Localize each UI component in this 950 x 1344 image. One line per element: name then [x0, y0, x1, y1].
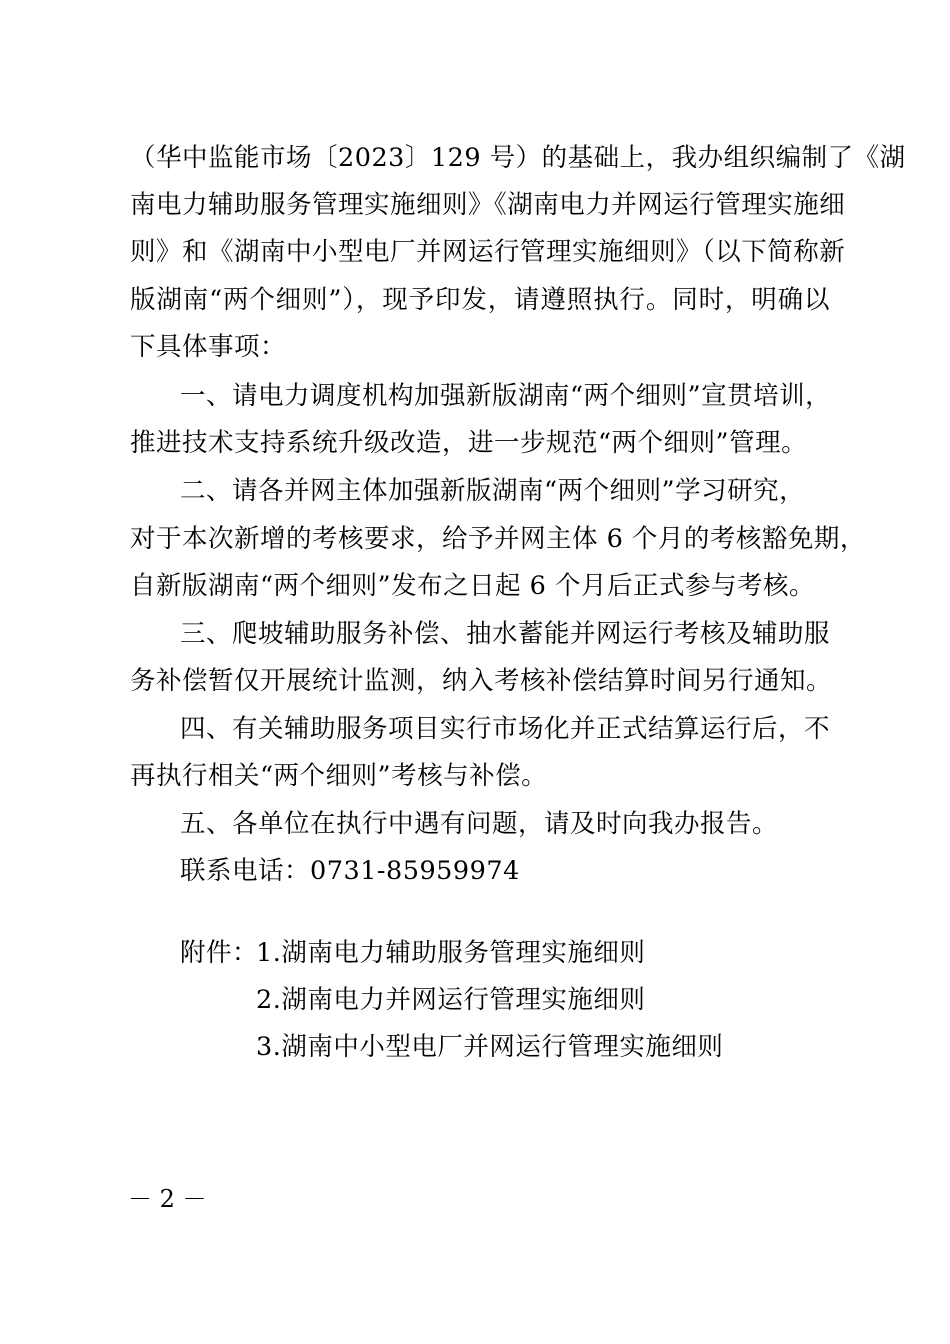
item-5-line-1: 五、各单位在执行中遇有问题，请及时向我办报告。 — [180, 809, 779, 839]
item-2-line-1: 二、请各并网主体加强新版湖南“两个细则”学习研究， — [180, 476, 806, 506]
body-line-3: 则》和《湖南中小型电厂并网运行管理实施细则》（以下简称新 — [130, 237, 846, 267]
item-2-line-3: 自新版湖南“两个细则”发布之日起 6 个月后正式参与考核。 — [130, 571, 816, 601]
contact-phone: 联系电话：0731-85959974 — [180, 856, 520, 886]
attachments-label: 附件： — [180, 938, 259, 968]
page-number: － 2 － — [128, 1185, 207, 1213]
body-line-2: 南电力辅助服务管理实施细则》《湖南电力并网运行管理实施细 — [130, 190, 846, 220]
item-3-line-1: 三、爬坡辅助服务补偿、抽水蓄能并网运行考核及辅助服 — [180, 619, 831, 649]
body-line-4: 版湖南“两个细则”），现予印发，请遵照执行。同时，明确以 — [130, 285, 830, 315]
item-2-line-2: 对于本次新增的考核要求，给予并网主体 6 个月的考核豁免期， — [130, 524, 866, 554]
item-1-line-2: 推进技术支持系统升级改造，进一步规范“两个细则”管理。 — [130, 428, 808, 458]
item-3-line-2: 务补偿暂仅开展统计监测，纳入考核补偿结算时间另行通知。 — [130, 666, 833, 696]
attachment-2: 2.湖南电力并网运行管理实施细则 — [256, 985, 646, 1015]
item-4-line-2: 再执行相关“两个细则”考核与补偿。 — [130, 761, 548, 791]
item-4-line-1: 四、有关辅助服务项目实行市场化并正式结算运行后，不 — [180, 714, 831, 744]
attachment-1: 1.湖南电力辅助服务管理实施细则 — [256, 938, 646, 968]
item-1-line-1: 一、请电力调度机构加强新版湖南“两个细则”宣贯培训， — [180, 381, 832, 411]
body-line-5: 下具体事项： — [130, 332, 287, 362]
body-line-1: （华中监能市场〔2023〕129 号）的基础上，我办组织编制了《湖 — [130, 143, 906, 173]
attachment-3: 3.湖南中小型电厂并网运行管理实施细则 — [256, 1032, 724, 1062]
